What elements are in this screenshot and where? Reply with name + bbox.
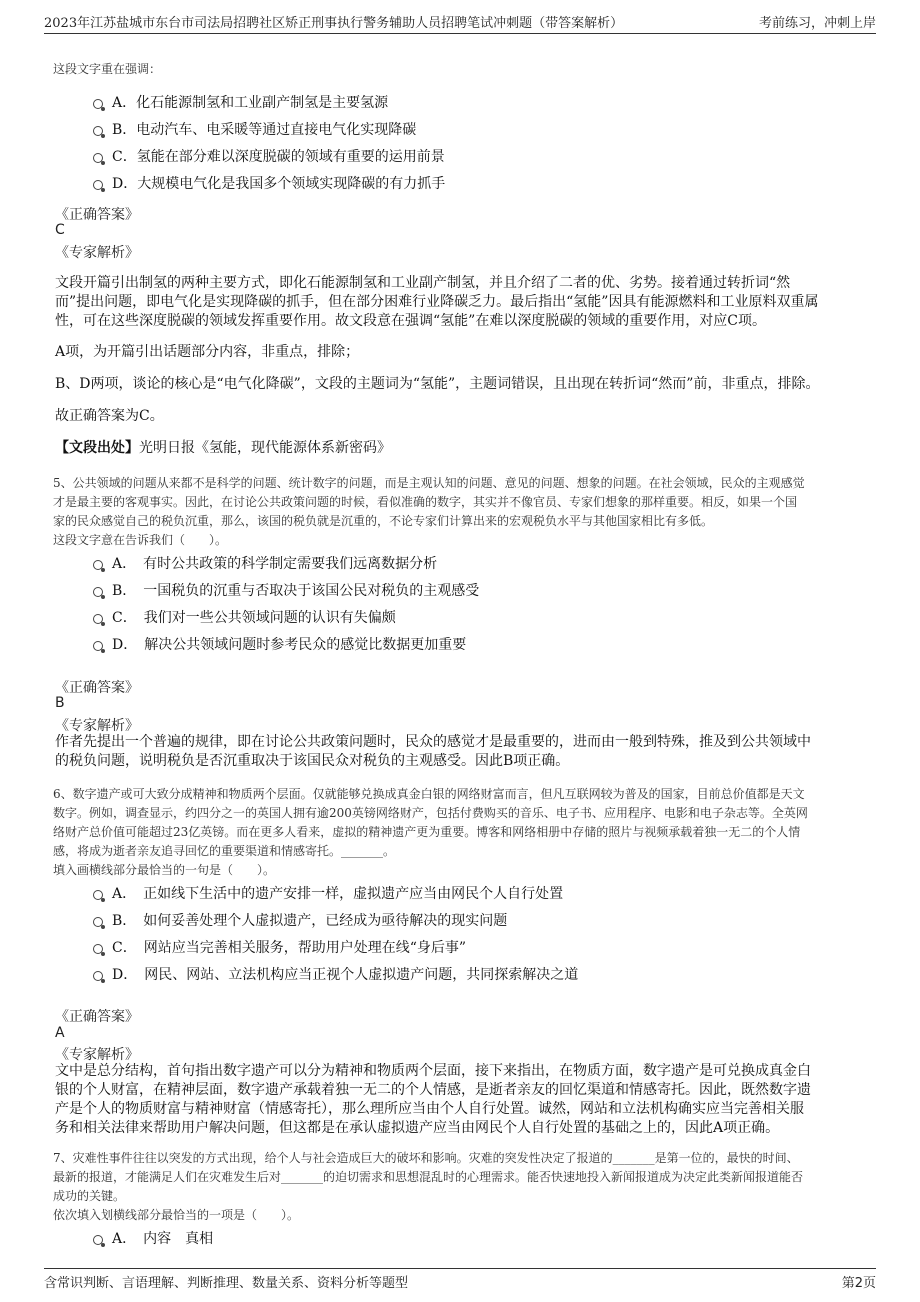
q4-option-a[interactable]: A．化石能源制氢和工业副产制氢是主要氢源 — [93, 93, 388, 113]
q4-stem: 这段文字重在强调： — [53, 62, 162, 76]
radio-icon[interactable] — [93, 180, 103, 190]
radio-icon[interactable] — [93, 971, 103, 981]
q6-stem: 6、数字遗产或可大致分成精神和物质两个层面。仅就能够兑换成真金白银的网络财富而言，但凡互联网较为普及的国家，目前总价值都是天文 数字。例如，调查显示，约四分之一的英国人拥有逾200英镑网络财产，包括付费购买的音乐、电子书、应用程序、电影和电子杂志等。全英网 络财产总价值可能超过23亿英镑。而在更多人看来，虚拟的精神遗产更为重要。博客和网络相册中存储的照片与视频承载着独一无二的个人情 感，将成为逝者亲友追寻回忆的重要渠道和情感寄托。_______。 填入画横线部分最恰当的一句是（ ）。 — [53, 787, 808, 877]
q5-option-d[interactable]: D． 解决公共领域问题时参考民众的感觉比数据更加重要 — [93, 635, 466, 655]
footer-divider — [44, 1268, 876, 1269]
q4-note-bd: B、D两项，谈论的核心是“电气化降碳”，文段的主题词为“氢能”，主题词错误，且出现在转折词“然而”前，非重点，排除。 — [55, 376, 820, 392]
q7-stem: 7、灾难性事件往往以突发的方式出现，给个人与社会造成巨大的破坏和影响。灾难的突发性决定了报道的_______是第一位的，最快的时间、 最新的报道，才能满足人们在灾难发生后对_______的迫切需求和思想混乱时的心理需求。能否快速地投入新闻报道成为决定此类新闻报道能否 成功的关键。 依次填入划横线部分最恰当的一项是（ ）。 — [53, 1151, 804, 1222]
q4-option-b[interactable]: B．电动汽车、电采暖等通过直接电气化实现降碳 — [93, 120, 416, 140]
q4-source: 【文段出处】光明日报《氢能，现代能源体系新密码》 — [55, 440, 391, 456]
q4-conclusion: 故正确答案为C。 — [55, 408, 164, 424]
q6-option-a[interactable]: A． 正如线下生活中的遗产安排一样，虚拟遗产应当由网民个人自行处置 — [93, 884, 563, 904]
radio-icon[interactable] — [93, 126, 103, 136]
radio-icon[interactable] — [93, 560, 103, 570]
q6-option-c[interactable]: C． 网站应当完善相关服务，帮助用户处理在线“身后事” — [93, 938, 466, 958]
q6-answer: A — [55, 1025, 65, 1041]
header-slogan: 考前练习，冲刺上岸 — [758, 16, 876, 31]
radio-icon[interactable] — [93, 99, 103, 109]
q7-option-a[interactable]: A． 内容 真相 — [93, 1229, 213, 1249]
radio-icon[interactable] — [93, 944, 103, 954]
q4-analysis-label: 《专家解析》 — [55, 245, 139, 261]
q4-answer: C — [55, 222, 65, 238]
radio-icon[interactable] — [93, 917, 103, 927]
q6-answer-label: 《正确答案》 — [55, 1009, 139, 1025]
radio-icon[interactable] — [93, 587, 103, 597]
header-divider — [44, 33, 876, 34]
q5-option-b[interactable]: B． 一国税负的沉重与否取决于该国公民对税负的主观感受 — [93, 581, 479, 601]
radio-icon[interactable] — [93, 641, 103, 651]
q5-option-c[interactable]: C． 我们对一些公共领域问题的认识有失偏颇 — [93, 608, 396, 628]
radio-icon[interactable] — [93, 614, 103, 624]
q5-stem: 5、公共领域的问题从来都不是科学的问题、统计数字的问题，而是主观认知的问题、意见的问题、想象的问题。在社会领域，民众的主观感觉 才是最主要的客观事实。因此，在讨论公共政策问题的时候，看似准确的数字，其实并不像官员、专家们想象的那样重要。相反，如果一个国 家的民众感觉自己的税负沉重，那么，该国的税负就是沉重的，不论专家们计算出来的宏观税负水平与其他国家相比有多低。 这段文字意在告诉我们（ ）。 — [53, 476, 805, 547]
q4-option-d[interactable]: D．大规模电气化是我国多个领域实现降碳的有力抓手 — [93, 174, 445, 194]
q4-option-c[interactable]: C．氢能在部分难以深度脱碳的领域有重要的运用前景 — [93, 147, 445, 167]
q5-answer-label: 《正确答案》 — [55, 680, 139, 696]
q5-analysis-label: 《专家解析》 — [55, 718, 139, 734]
q5-option-a[interactable]: A． 有时公共政策的科学制定需要我们远离数据分析 — [93, 554, 437, 574]
footer-note: 含常识判断、言语理解、判断推理、数量关系、资料分析等题型 — [44, 1276, 409, 1291]
radio-icon[interactable] — [93, 1235, 103, 1245]
q4-note-a: A项，为开篇引出话题部分内容，非重点，排除； — [55, 344, 360, 360]
page-number: 第2页 — [841, 1276, 876, 1291]
q4-answer-label: 《正确答案》 — [55, 207, 139, 223]
q6-option-b[interactable]: B． 如何妥善处理个人虚拟遗产，已经成为亟待解决的现实问题 — [93, 911, 507, 931]
radio-icon[interactable] — [93, 153, 103, 163]
q5-answer: B — [55, 695, 65, 711]
document-title: 2023年江苏盐城市东台市司法局招聘社区矫正刑事执行警务辅助人员招聘笔试冲刺题（带答案解析） — [44, 16, 624, 31]
q6-analysis-label: 《专家解析》 — [55, 1047, 139, 1063]
q6-analysis: 文中是总分结构，首句指出数字遗产可以分为精神和物质两个层面，接下来指出，在物质方面，数字遗产是可兑换成真金白 银的个人财富，在精神层面，数字遗产承载着独一无二的个人情感，是逝者亲友的回忆渠道和情感寄托。因此，既然数字遗 产是个人的物质财富与精神财富（情感寄托），那么理所应当由个人自行处置。诚然，网站和立法机构确实应当完善相关服 务和相关法律来帮助用户解决问题，但这都是在承认虚拟遗产应当由网民个人自行处置的基础之上的，因此A项正确。 — [55, 1063, 811, 1136]
q4-analysis: 文段开篇引出制氢的两种主要方式，即化石能源制氢和工业副产制氢，并且介绍了二者的优、劣势。接着通过转折词“然 而”提出问题，即电气化是实现降碳的抓手，但在部分困难行业降碳乏力。最后指出“氢能”因具有能源燃料和工业原料双重属 性，可在这些深度脱碳的领域发挥重要作用。故文段意在强调“氢能”在难以深度脱碳的领域的重要作用，对应C项。 — [55, 275, 819, 329]
radio-icon[interactable] — [93, 890, 103, 900]
q6-option-d[interactable]: D． 网民、网站、立法机构应当正视个人虚拟遗产问题，共同探索解决之道 — [93, 965, 578, 985]
q5-analysis: 作者先提出一个普遍的规律，即在讨论公共政策问题时，民众的感觉才是最重要的，进而由一般到特殊，推及到公共领域中 的税负问题，说明税负是否沉重取决于该国民众对税负的主观感受。因此B项正确。 — [55, 734, 811, 769]
